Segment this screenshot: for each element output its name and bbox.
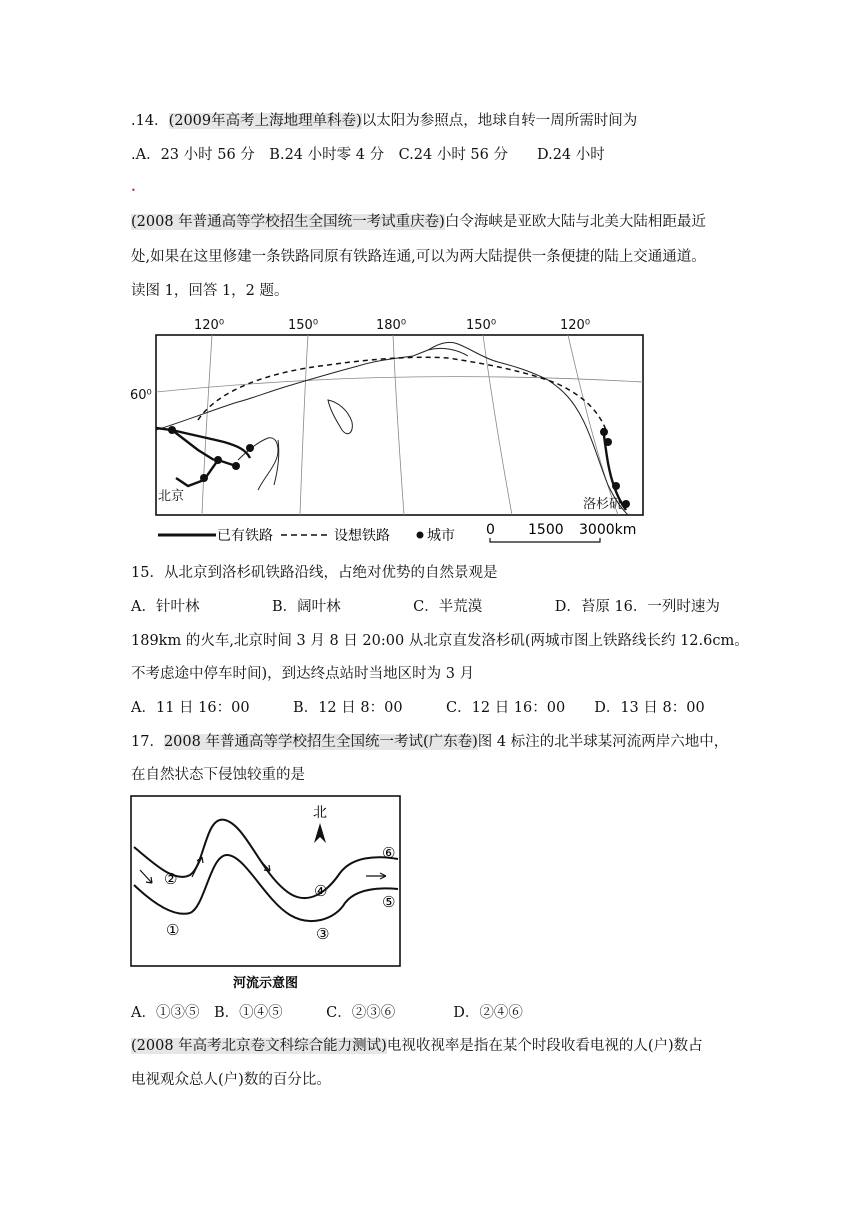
intro1-text1: 白令海峡是亚欧大陆与北美大陆相距最近 <box>444 214 706 230</box>
intro1-line1 <box>131 212 706 232</box>
graticule-3 <box>393 335 404 515</box>
legend-existing: 已有铁路 <box>217 528 273 544</box>
q14-source: (2009年高考上海地理单科卷) <box>168 113 362 129</box>
city-la: 洛杉矶 <box>583 497 623 512</box>
legend-planned: 设想铁路 <box>334 528 390 544</box>
q15-stem: 15．从北京到洛杉矶铁路沿线，占绝对优势的自然景观是 <box>131 565 498 581</box>
point-4: ④ <box>314 882 328 900</box>
north-label: 北 <box>313 805 327 821</box>
q14-stem <box>131 111 637 131</box>
city-dot-7 <box>612 482 620 490</box>
city-dot-6 <box>604 438 612 446</box>
lon-label-3: 180⁰ <box>376 318 407 333</box>
point-6: ⑥ <box>382 844 396 862</box>
lon-label-1: 120⁰ <box>194 318 225 333</box>
scale-3000: 3000km <box>579 522 637 538</box>
intro2-text1: 电视收视率是指在某个时段收看电视的人(户)数占 <box>386 1038 703 1054</box>
graticule-5 <box>568 335 618 515</box>
city-dot-la <box>622 500 630 508</box>
river-diagram <box>130 795 405 995</box>
city-beijing: 北京 <box>158 489 185 504</box>
intro2-line2: 电视观众总人(户)数的百分比。 <box>131 1072 331 1088</box>
legend-city: 城市 <box>427 528 455 544</box>
q16-line3: 不考虑途中停车时间)，到达终点站时当地区时为 3 月 <box>131 666 475 682</box>
river-bank-south <box>134 855 398 921</box>
existing-rail-asia-3 <box>176 460 236 486</box>
city-dot-1 <box>168 426 176 434</box>
north-arrow-icon <box>314 823 326 843</box>
graticule-2 <box>300 335 308 515</box>
legend-city-symbol <box>417 532 424 539</box>
q14-question: 以太阳为参照点，地球自转一周所需时间为 <box>361 113 638 129</box>
point-2: ② <box>164 870 178 888</box>
q16-options: A．11 日 16：00 B．12 日 8：00 C．12 日 16：00 D．13 日 8：00 <box>131 700 705 716</box>
point-3: ③ <box>316 925 330 943</box>
q14-number: .14． <box>131 113 169 129</box>
map-frame <box>156 335 643 515</box>
lon-label-5: 120⁰ <box>560 318 591 333</box>
coastline-main <box>156 342 628 515</box>
point-5: ⑤ <box>382 893 396 911</box>
q15-options: A．针叶林 B．阔叶林 C．半荒漠 D．苔原 16．一列时速为 <box>131 599 720 615</box>
intro1-source: (2008 年普通高等学校招生全国统一考试重庆卷) <box>131 214 445 230</box>
q17-options: A．①③⑤ B．①④⑤ C．②③⑥ D．②④⑥ <box>131 1005 523 1021</box>
city-dot-4 <box>232 462 240 470</box>
coastline-alaska <box>428 348 468 356</box>
planned-rail <box>198 357 606 430</box>
lon-label-4: 150⁰ <box>466 318 497 333</box>
scale-1500: 1500 <box>528 522 564 538</box>
coastline-asia <box>238 438 278 490</box>
graticule-1 <box>202 335 212 515</box>
lon-label-2: 150⁰ <box>288 318 319 333</box>
intro1-line2: 处,如果在这里修建一条铁路同原有铁路连通,可以为两大陆提供一条便捷的陆上交通通道。 <box>131 249 706 265</box>
bering-railway-map <box>128 310 648 550</box>
scale-0: 0 <box>486 522 495 538</box>
scale-bar <box>490 538 600 542</box>
q17-stem1: 图 4 标注的北半球某河流两岸六地中， <box>477 734 729 750</box>
q17-line2: 在自然状态下侵蚀较重的是 <box>131 767 305 783</box>
city-dot-beijing <box>200 474 208 482</box>
city-dot-5 <box>600 428 608 436</box>
intro2-source: (2008 年高考北京卷文科综合能力测试) <box>131 1038 387 1054</box>
city-dot-2 <box>246 444 254 452</box>
q17-source: 2008 年普通高等学校招生全国统一考试(广东卷) <box>163 734 478 750</box>
q17-number: 17． <box>131 734 164 750</box>
stray-mark: • <box>131 186 136 195</box>
flow-arrow-2 <box>192 857 202 877</box>
intro1-line3: 读图 1，回答 1，2 题。 <box>131 283 289 299</box>
city-dot-3 <box>214 456 222 464</box>
q14-options: .A．23 小时 56 分 B.24 小时零 4 分 C.24 小时 56 分 D.24 小时 <box>131 147 605 163</box>
point-1: ① <box>166 921 180 939</box>
lat-label: 60⁰ <box>130 388 152 403</box>
q16-line2: 189km 的火车,北京时间 3 月 8 日 20:00 从北京直发洛杉矶(两城市图上铁路线长约 12.6cm。 <box>131 633 749 649</box>
kamchatka <box>328 400 352 434</box>
river-caption: 河流示意图 <box>233 976 299 991</box>
q17-line1 <box>131 732 728 752</box>
flow-arrow-1 <box>140 870 152 883</box>
intro2-line1 <box>131 1036 703 1056</box>
